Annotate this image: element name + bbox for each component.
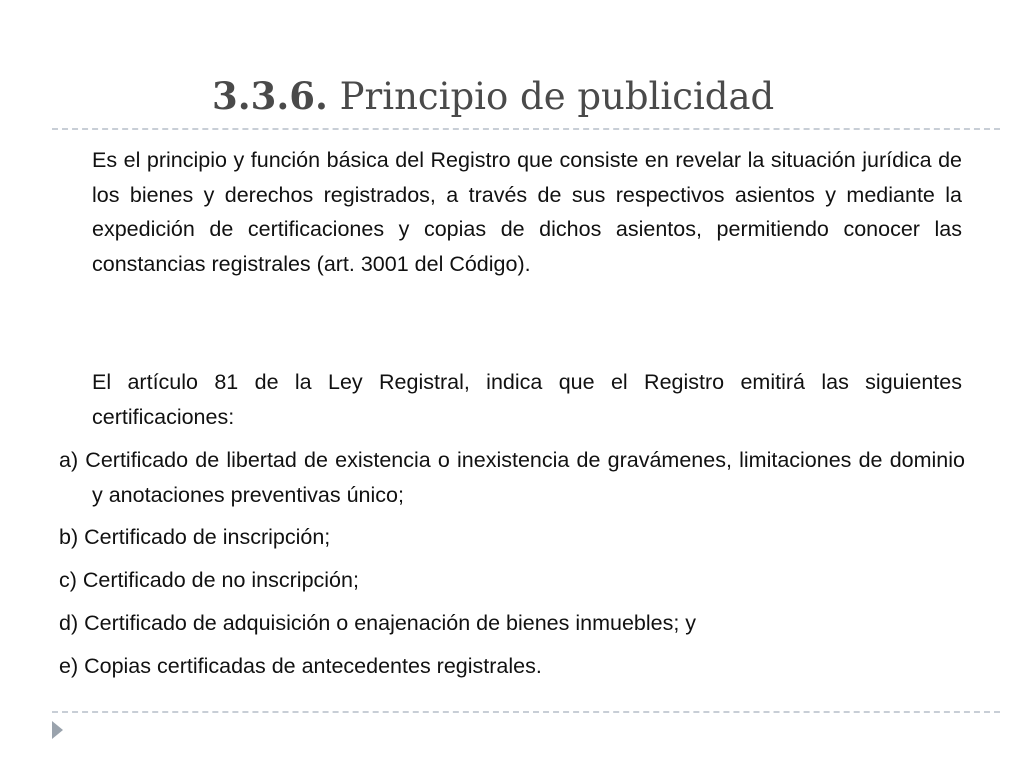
list-item-c: c) Certificado de no inscripción; <box>59 568 359 592</box>
list-item-e: e) Copias certificadas de antecedentes registrales. <box>59 654 542 678</box>
title-text: Principio de publicidad <box>339 75 775 118</box>
list-item-a: a) Certificado de libertad de existencia o inexistencia de gravámenes, limitaciones de dominio y anotaciones preventivas único; <box>59 448 965 507</box>
top-divider <box>52 128 1000 130</box>
slide-title <box>212 74 774 118</box>
title-number: 3.3.6. <box>212 74 328 118</box>
bottom-divider <box>52 711 1000 713</box>
play-triangle-icon[interactable] <box>52 721 63 739</box>
paragraph-principle: Es el principio y función básica del Registro que consiste en revelar la situación jurídica de los bienes y derechos registrados, a través de sus respectivos asientos y mediante la expedición de certificaciones y copias de dichos asientos, permitiendo conocer las constancias registrales (art. 3001 del Código). <box>92 148 962 276</box>
paragraph-article-81: El artículo 81 de la Ley Registral, indica que el Registro emitirá las siguientes certificaciones: <box>92 370 962 429</box>
list-item-d: d) Certificado de adquisición o enajenación de bienes inmuebles; y <box>59 611 697 635</box>
list-item-b: b) Certificado de inscripción; <box>59 525 331 549</box>
